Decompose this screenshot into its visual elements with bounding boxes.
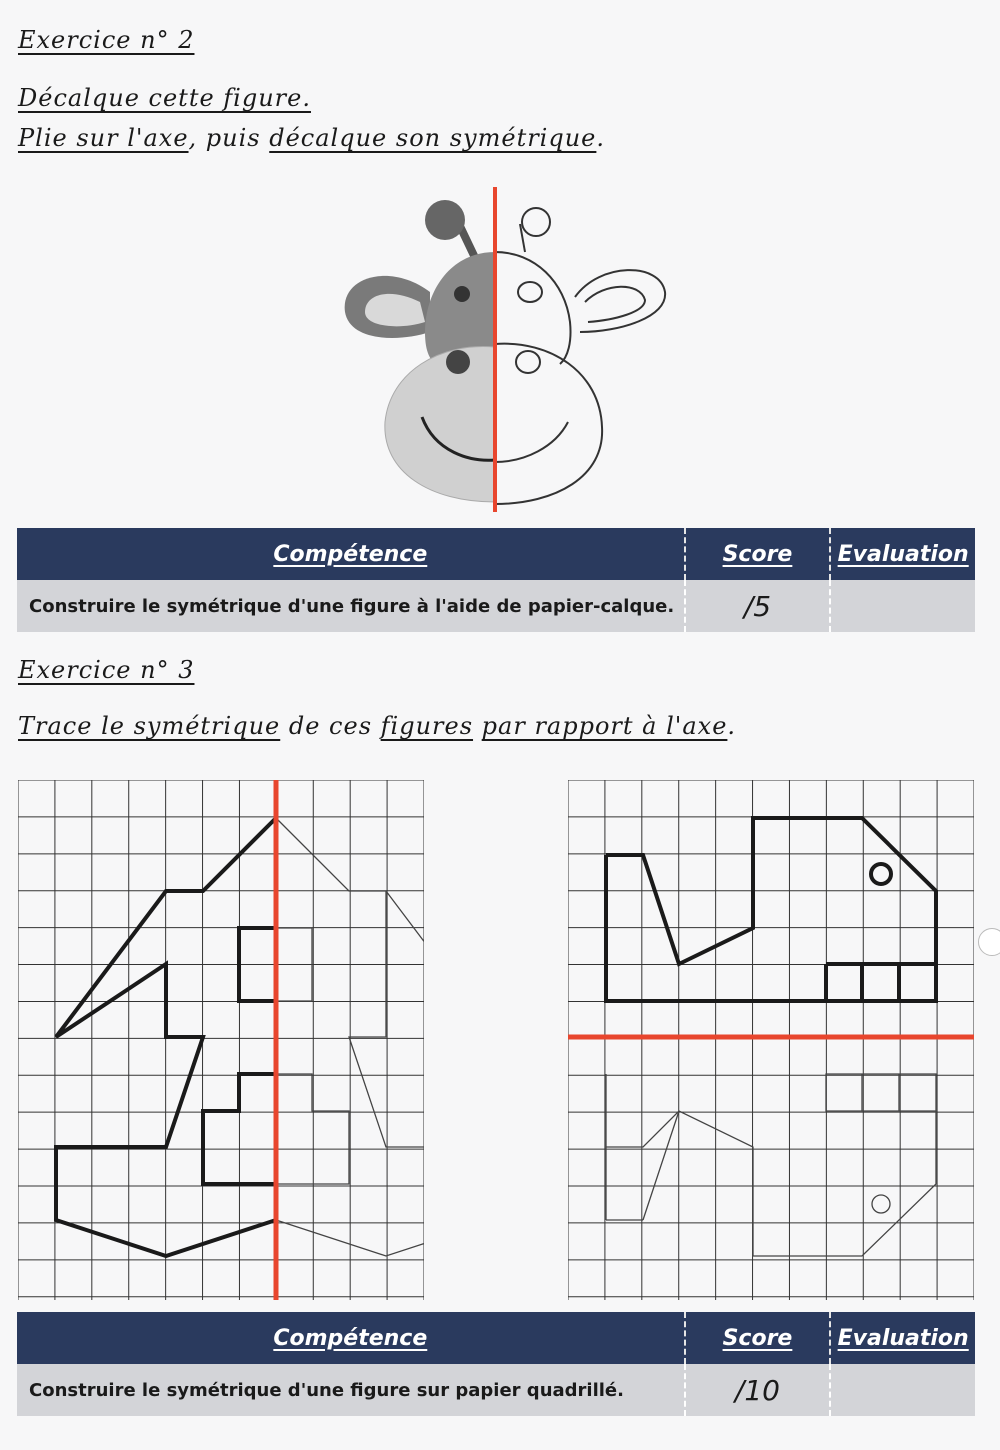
- instruction-space: [473, 712, 482, 740]
- instruction-period: .: [596, 124, 606, 152]
- cow-figure: [330, 182, 670, 517]
- score-value: /5: [684, 580, 830, 632]
- score-value: /10: [684, 1364, 830, 1416]
- header-competence: Compétence: [273, 541, 428, 567]
- header-competence: Compétence: [273, 1325, 428, 1351]
- exercise-2-instruction-2: [18, 124, 605, 152]
- eye-circle-symmetric: [872, 1195, 890, 1213]
- table-row: [17, 1364, 975, 1416]
- grid-lines: [568, 780, 974, 1300]
- evaluation-cell[interactable]: [829, 580, 975, 632]
- instruction-end: .: [727, 712, 737, 740]
- instruction-trace: Trace le symétrique: [18, 712, 281, 740]
- instruction-then: , puis: [188, 124, 270, 152]
- competence-table-2: [17, 1312, 975, 1416]
- instruction-trace-symmetric: décalque son symétrique: [269, 124, 597, 152]
- header-score: Score: [722, 1325, 793, 1351]
- table-header: [17, 1312, 975, 1364]
- cow-right-half: [495, 208, 665, 504]
- evaluation-cell[interactable]: [829, 1364, 975, 1416]
- grid-left-vertical-axis[interactable]: [18, 780, 424, 1300]
- competence-text: Construire le symétrique d'une figure sur papier quadrillé.: [29, 1379, 624, 1401]
- table-row: [17, 580, 975, 632]
- exercise-3-title: Exercice n° 3: [18, 656, 195, 684]
- grid-right-horizontal-axis[interactable]: [568, 780, 974, 1300]
- exercise-2-title: Exercice n° 2: [18, 26, 195, 54]
- figure-original: [606, 818, 936, 1001]
- header-evaluation: Evaluation: [837, 541, 969, 567]
- competence-table-1: [17, 528, 975, 632]
- figure-symmetric-student: [606, 1074, 936, 1256]
- competence-text: Construire le symétrique d'une figure à l'aide de papier-calque.: [29, 595, 675, 617]
- instruction-fold: Plie sur l'axe: [18, 124, 189, 152]
- eye-circle: [871, 864, 891, 884]
- header-score: Score: [722, 541, 793, 567]
- exercise-2-instruction-1: Décalque cette figure.: [18, 84, 311, 112]
- cow-left-half: [345, 200, 495, 502]
- header-evaluation: Evaluation: [837, 1325, 969, 1351]
- binder-hole: [978, 928, 1000, 956]
- grid-lines: [18, 780, 424, 1300]
- exercise-3-instruction: [18, 712, 736, 740]
- instruction-relative-axis: par rapport à l'axe: [481, 712, 728, 740]
- instruction-figures: figures: [380, 712, 474, 740]
- table-header: [17, 528, 975, 580]
- instruction-of-these: de ces: [280, 712, 381, 740]
